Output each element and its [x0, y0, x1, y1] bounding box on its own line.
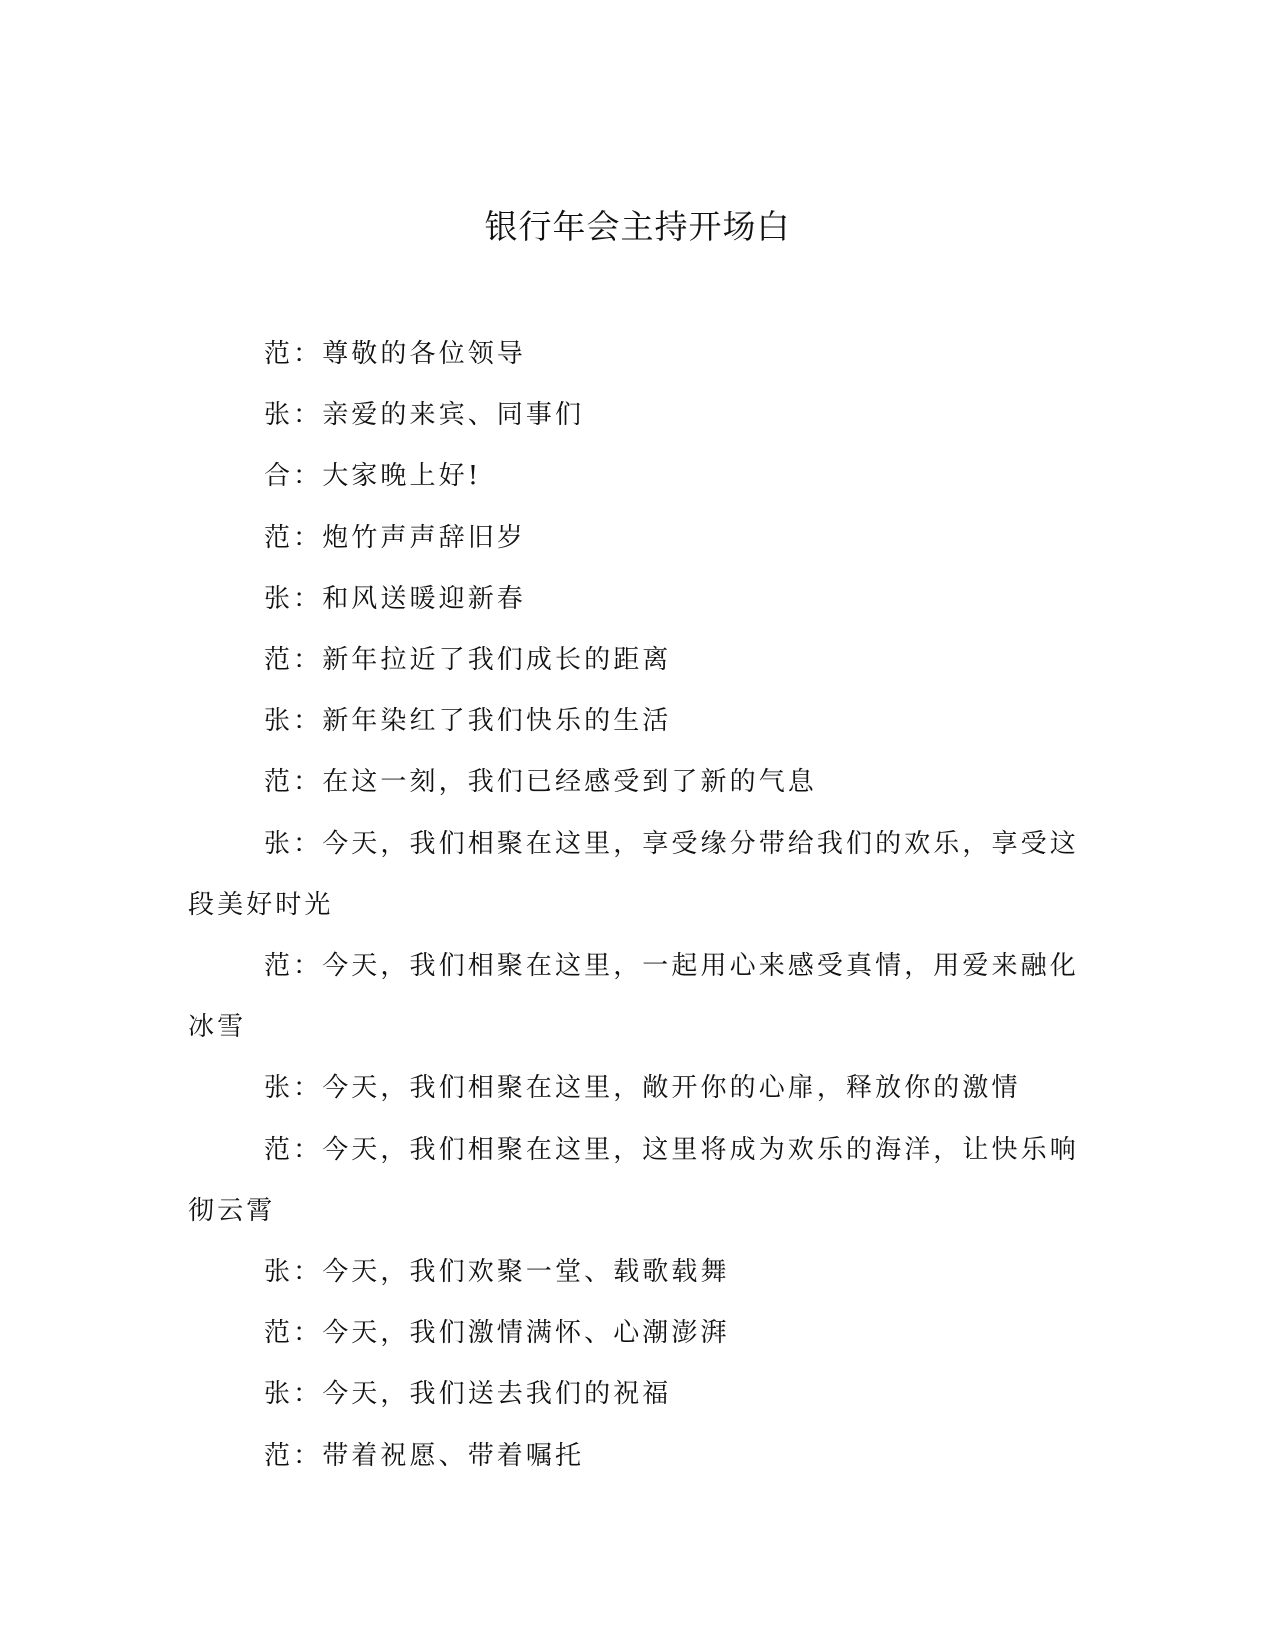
- paragraph: 张：今天，我们欢聚一堂、载歌载舞: [264, 1257, 730, 1288]
- paragraph: 范：今天，我们相聚在这里，这里将成为欢乐的海洋，让快乐响彻云霄: [188, 1134, 1079, 1226]
- document-body: [188, 324, 1088, 1487]
- paragraph: 张：和风送暖迎新春: [264, 583, 526, 614]
- paragraph: 范：在这一刻，我们已经感受到了新的气息: [264, 767, 817, 798]
- paragraph: 张：亲爱的来宾、同事们: [264, 400, 585, 431]
- paragraph: 合：大家晚上好!: [264, 461, 482, 492]
- paragraph: 张：新年染红了我们快乐的生活: [264, 706, 672, 737]
- document-title: 银行年会主持开场白: [484, 207, 791, 246]
- paragraph: 范：今天，我们相聚在这里，一起用心来感受真情，用爱来融化冰雪: [188, 951, 1079, 1043]
- paragraph: 范：带着祝愿、带着嘱托: [264, 1440, 585, 1471]
- paragraph: 范：尊敬的各位领导: [264, 339, 526, 369]
- paragraph: 张：今天，我们相聚在这里，敞开你的心扉，释放你的激情: [264, 1073, 1021, 1104]
- paragraph: 范：炮竹声声辞旧岁: [264, 522, 526, 553]
- paragraph: 范：今天，我们激情满怀、心潮澎湃: [264, 1318, 730, 1349]
- paragraph: 张：今天，我们相聚在这里，享受缘分带给我们的欢乐，享受这段美好时光: [188, 828, 1079, 920]
- paragraph: 张：今天，我们送去我们的祝福: [264, 1379, 672, 1410]
- paragraph: 范：新年拉近了我们成长的距离: [264, 645, 672, 676]
